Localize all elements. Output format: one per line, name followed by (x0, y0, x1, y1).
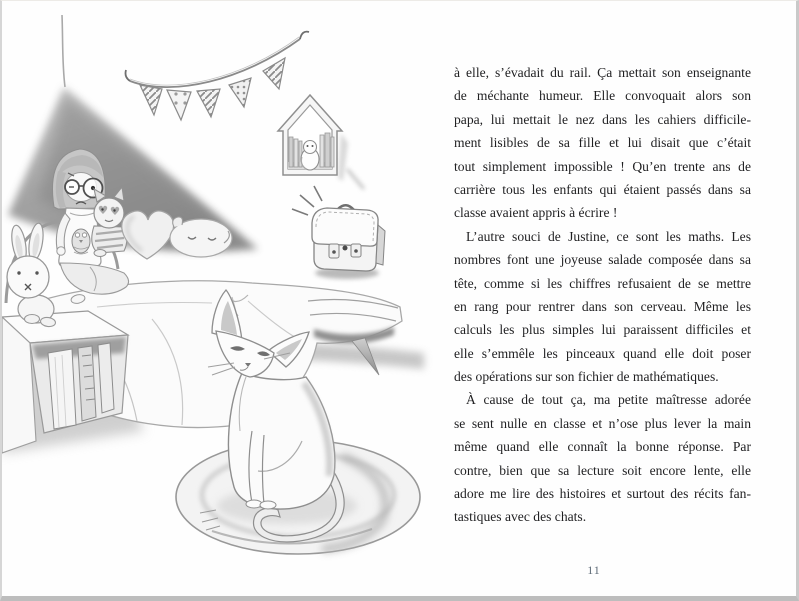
school-satchel (292, 186, 385, 279)
text-line: nombres font une joyeuse salade composée dans sa (454, 252, 751, 268)
text-line: en rang pour rentrer dans son cerveau. Même les (454, 298, 751, 314)
bunny-plush (7, 222, 56, 327)
text-line: elle s’emmêle les pinceaux quand elle doit poser (454, 345, 751, 361)
bird-figurine (301, 141, 319, 171)
text-line: se sent nulle en classe et n’ose plus lever la main (454, 415, 751, 431)
paragraph (454, 61, 751, 225)
text-line: tout simplement impossible ! Qu’en trente ans de (454, 158, 751, 174)
bunting-garland (126, 32, 310, 120)
text-line: L’autre souci de Justine, ce sont les maths. Les (466, 228, 751, 244)
bedroom-illustration (2, 1, 447, 601)
text-line: calculs les plus simples lui paraissent difficiles et (454, 322, 751, 338)
paragraph (454, 388, 751, 528)
house-shaped-shelf (278, 95, 364, 189)
text-line: à elle, s’évadait du rail. Ça mettait son enseignante (454, 65, 751, 80)
text-line: tête, comme si les chiffres refusaient de se mettre (454, 275, 751, 291)
heart-pillow (122, 211, 174, 259)
paragraph (454, 225, 751, 389)
text-line: À cause de tout ça, ma petite maîtresse adorée (466, 392, 751, 408)
text-line: même quand elle connaît la bonne réponse. Par (454, 439, 751, 455)
text-line: papa, lui mettait le nez dans les cahiers difficile- (454, 111, 751, 127)
text-line: tastiques avec des chats. (454, 509, 587, 525)
text-line: des opérations sur son fichier de mathématiques. (454, 369, 719, 385)
plush-cat (92, 187, 127, 257)
text-line: carrière tous les enfants qui étaient passés dans sa (454, 181, 751, 197)
page-number: 11 (587, 563, 601, 577)
text-line: ment lisibles de sa fille et lui disait que c’était (454, 135, 751, 151)
text-line: contre, bien que sa lecture soit encore lente, elle (454, 462, 751, 478)
text-line: adore me lire des histoires et surtout des récits fan- (454, 486, 751, 502)
text-line: classe avaient appris à écrire ! (454, 205, 618, 221)
text-column (454, 61, 751, 529)
text-line: de méchante humeur. Elle convoquait alors son (454, 88, 751, 104)
